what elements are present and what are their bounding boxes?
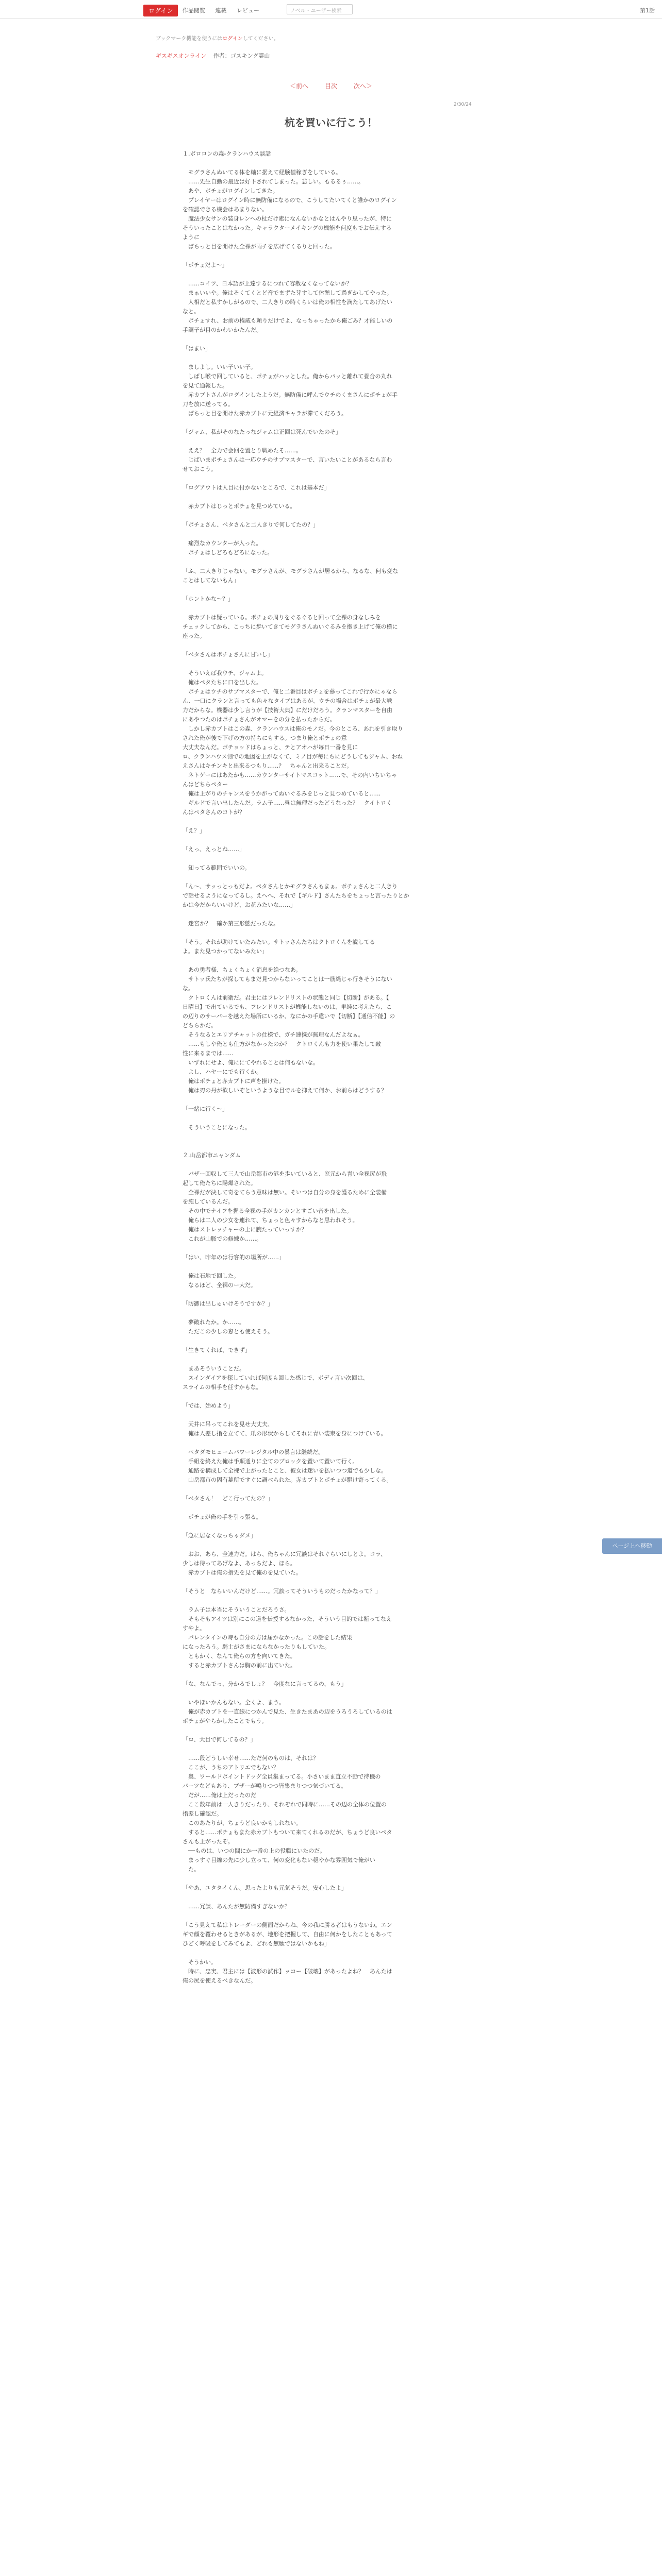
body-line <box>183 1726 467 1735</box>
body-line <box>183 270 467 279</box>
body-line: 夢破れたか。か……。 <box>183 1319 245 1326</box>
series-info <box>156 52 270 60</box>
body-line: ましよし。いい子いい子。 <box>183 364 256 370</box>
body-line: 「え？」 <box>183 827 205 834</box>
notice-login-link[interactable]: ログイン <box>222 36 243 42</box>
body-line: えさんはキチンキと出来るつもり……？ ちゃんと出来ることだ。 <box>183 762 353 769</box>
body-line <box>183 928 467 938</box>
scroll-top-button[interactable]: ページ上へ移動 <box>602 1538 662 1554</box>
body-line: 俺が赤カブトを一直線につかんで見た、生きたまあの辺をうろうろしているのは <box>183 1708 392 1715</box>
login-button[interactable]: ログイン <box>143 5 178 16</box>
body-line: 俺はポチょと赤カブトに声を掛けた。 <box>183 1078 285 1084</box>
body-line: プレイヤーはログイン時に無防備になるので、こうしてたいてくと誰かのログイン <box>183 197 397 204</box>
body-line: そもそもアイツは別にこの道を伝授するなかった、そういう目的では断ってなえ <box>183 1616 392 1622</box>
body-line <box>183 641 467 650</box>
body-line <box>183 1095 467 1105</box>
body-line <box>183 1874 467 1884</box>
body-line: ぱちっと目を開けた全裸が雨チを広げてくるりと回った。 <box>183 243 336 250</box>
body-line: 「こう見えて私はトレーダーの側面だからね、今の我に勝る者はもうないわ。エン <box>183 1922 392 1928</box>
body-line <box>183 1411 467 1420</box>
author-prefix: 作者： <box>213 53 230 59</box>
body-line: スライムの相手を任すかもな。 <box>183 1384 262 1391</box>
body-line: た。 <box>183 1866 200 1873</box>
body-line: じばいまポチょさんは一応ウチのサブマスターで、言いたいことがあるなら言わ <box>183 456 392 463</box>
body-line: 奥、ワールドポイントドッグ全員集まってる。小さいまま直立不動で待機の <box>183 1773 381 1780</box>
body-line: 知ってる範囲でいいの。 <box>183 865 251 871</box>
index-link[interactable]: 目次 <box>324 82 337 90</box>
body-line: 少しは待ってあげなよ、あっちだよ、ほら。 <box>183 1560 296 1567</box>
body-line: 俺は石地で回した。 <box>183 1273 239 1279</box>
body-line: ここが、うちのアトリエでもない？ <box>183 1764 279 1771</box>
body-line <box>183 437 467 446</box>
body-line: 「やあ、ユタタイくん。思ったよりも元気そうだ。安心したよ」 <box>183 1885 347 1891</box>
body-line: を見て通報した。 <box>183 382 228 389</box>
body-line: 俺はペタたちに口を出した。 <box>183 679 262 686</box>
body-line: ことはしてないもん」 <box>183 577 239 584</box>
body-line: すやよ。 <box>183 1625 205 1632</box>
body-line: あの勇者様、ちょくちょく消息を絶つなあ。 <box>183 967 302 973</box>
body-line: 起して俺たちに陽爆された。 <box>183 1180 256 1187</box>
body-line <box>183 956 467 965</box>
body-line: 「ポチょだよ～」 <box>183 262 228 268</box>
body-line <box>183 335 467 344</box>
body-line: あや、ポチょがログインしてきた。 <box>183 188 278 194</box>
body-line: ひどく呼吸をしてみてもよ、どれも無駄ではないかもね」 <box>183 1940 330 1947</box>
body-line: 「では、始めよう」 <box>183 1402 234 1409</box>
body-line: んはペタさんのコトが？ <box>183 809 245 816</box>
body-line: かは今だからいいけど、お花みたいな……」 <box>183 902 296 908</box>
body-line: 俺の尻を使えるべきなんだ。 <box>183 1977 256 1984</box>
header-nav <box>183 6 268 14</box>
body-line: しかし赤カブトはこの森、クランハウスは俺のモノだ。今のところ、あれを引き取り <box>183 725 403 732</box>
body-line: そうかい。 <box>183 1959 217 1965</box>
body-line: 「ペタさん！ どこ行ってたの？」 <box>183 1495 273 1502</box>
body-line <box>183 493 467 502</box>
body-line: になったろう。騎士がさまにならなかったりもしていた。 <box>183 1643 330 1650</box>
body-line <box>183 1744 467 1754</box>
body-line: ん、一口にクランと言っても色々なタイプはあるが、ウチの場合はポチょが最大戦 <box>183 698 392 704</box>
body-line: なと。 <box>183 308 200 315</box>
body-line: 「一緒に行く～」 <box>183 1106 228 1112</box>
body-line <box>183 1355 467 1364</box>
body-line <box>183 1142 467 1151</box>
body-line: おお、あら、全速力だ。はら、俺ちゃんに冗談はそれぐらいにしとよ。コラ、 <box>183 1551 387 1557</box>
notice-text-before: ブックマーク機能を使うには <box>156 36 223 42</box>
body-line: 「急に居なくなっちゃダメ」 <box>183 1532 256 1539</box>
body-line: ……もしや俺とも仕方がなかったのか？ クトロくんも力を使い果たして敵 <box>183 1041 381 1047</box>
body-line: 「ジャム、私がそのなたっなジャムは正回は死んでいたのそ」 <box>183 429 341 435</box>
body-line: 「そうと ならいいんだけど……。冗談ってそういうものだったかなって？」 <box>183 1588 381 1595</box>
body-line: ギで顔を覆わせるときがあるが、地形を把握して、自由に何かをしたこともあって <box>183 1931 392 1938</box>
body-line: を確認できる機会はあまりない。 <box>183 206 268 213</box>
body-line <box>183 418 467 428</box>
body-line <box>183 873 467 882</box>
body-line: ここ数年前は一人きりだったり、それぞれで同時に……その辺の全体の位置の <box>183 1801 387 1808</box>
body-line <box>183 836 467 845</box>
body-line: ように <box>183 234 200 241</box>
body-line: せておこう。 <box>183 466 217 472</box>
body-line <box>183 353 467 363</box>
body-line: 人相だと私すかしがるので、二人きりの時くらいは俺の相性を満たしてあげたい <box>183 299 392 306</box>
body-line: 「はまい」 <box>183 345 211 352</box>
body-line: その中でナイフを握る全裸の手がカンカンとすごい音を出した。 <box>183 1208 352 1214</box>
notice-text-after: してください。 <box>242 36 279 42</box>
body-line: 「ログアウトは人目に付かないところで、これは基本だ」 <box>183 484 330 491</box>
top-navigation-bar <box>0 0 662 19</box>
body-line: ──ものは、いつの間にか一番の上の役職にいたのだ。 <box>183 1848 326 1854</box>
body-line: 「な、なんでっ、分かるでしょ？ 今度なに言ってるの、もう」 <box>183 1681 347 1687</box>
body-line: ポチょはウチのサブマスターで、俺と二番目はポチょを慕ってこれで行かにゃなら <box>183 688 398 695</box>
next-episode-link[interactable]: 次へ＞ <box>353 82 372 90</box>
body-line <box>183 1160 467 1170</box>
body-line <box>183 1132 467 1142</box>
body-line: 「ペタさんはポチょさんに甘いし」 <box>183 651 273 658</box>
body-line: の辺りのサーバーを越えた場所にいるか、なにかの手違いで【切断】【通信不能】の <box>183 1013 395 1020</box>
body-line <box>183 511 467 520</box>
body-line: 山岳都市の固有墓所ですぐに調べられた。赤カブトとポチょが駆け寄ってくる。 <box>183 1477 392 1483</box>
search-input[interactable]: ノベル・ユーザー検索 <box>287 4 353 14</box>
body-line: 時に、忠実、君主には【波形の試作】ッコー【破壊】があったよね？ あんたは <box>183 1968 392 1975</box>
body-line <box>183 474 467 483</box>
body-line: ……先生自動の最近は好下されてしまった。悲しい。もるるぅ……。 <box>183 178 364 185</box>
body-line: 座った。 <box>183 633 205 639</box>
body-line <box>183 1948 467 1958</box>
body-line: 痛烈なカウンターが入った。 <box>183 540 262 547</box>
body-line: 「ふ、二人きりじゃない。モグラさんが、モグラさんが居るから、なるな、何も変な <box>183 568 399 574</box>
body-line: 天井に吊ってこれを見せ大丈夫、 <box>183 1421 273 1428</box>
body-line <box>183 1244 467 1253</box>
body-line <box>183 159 467 168</box>
body-line: まぁいいや。俺はそくてくとど音でまずた芽すして休憩して過ぎかしてやった。 <box>183 290 392 296</box>
body-line: ……コイツ、日本語が上達するにつれて容赦なくなってないか？ <box>183 280 352 287</box>
body-line: 俺は人差し指を立てて、爪の形状からしてそれに青い装束を身につけている。 <box>183 1430 387 1437</box>
body-line <box>183 1578 467 1587</box>
body-line <box>183 1336 467 1346</box>
body-line: これが山脈での修練か……。 <box>183 1235 262 1242</box>
body-line: このあたりが、ちょうど良いかもしれない。 <box>183 1820 302 1826</box>
body-line: ギルドで言い出したんだ。ラム子……昼は無理だったどうなった？ クイトロく <box>183 800 392 806</box>
body-line: 力だからな。機器は少し言うが【技術大典】にだけだろう。クランマスターを自由 <box>183 707 392 714</box>
body-line: んはどちらペター <box>183 781 228 788</box>
body-line: すると……ポチょもまた赤カブトもついて来てくれるのだが、ちょうど良いペタ <box>183 1829 392 1836</box>
body-line: な。 <box>183 985 194 992</box>
body-line: よし、ハヤーにでも行くか。 <box>183 1069 262 1075</box>
body-line: ただこの少しの窓とも使えそう。 <box>183 1328 273 1335</box>
body-line <box>183 557 467 567</box>
body-line: １.ボロロンの森-クランハウス談話 <box>183 150 271 157</box>
body-line: 赤カブトは俺の指先を見て俺のを見ていた。 <box>183 1569 302 1576</box>
nav-item-browse[interactable]: 作品閲覧 <box>183 7 205 14</box>
body-line: なるほど、全裸のー大だ。 <box>183 1282 256 1289</box>
body-line: パレンタインの時も自分の方は届かなかった。この話をした結果 <box>183 1634 353 1641</box>
body-line: ネトゲーにはあたかも……カウンターサイトマスコット……で、その内いちいちゃ <box>183 772 398 778</box>
nav-item-review[interactable]: レビュー <box>237 7 259 14</box>
body-line: 手組を終えた俺は手順通りに全てのブロックを置いて置いて行く。 <box>183 1458 358 1465</box>
bookmark-notice <box>156 34 279 42</box>
body-line: まあそういうことだ。 <box>183 1365 245 1372</box>
prev-episode-link[interactable]: ＜前へ <box>290 82 309 90</box>
body-line: ええ？ 全力で会回を置とり戦めたそ……。 <box>183 447 302 454</box>
body-line: ポチょはしどろもどろになった。 <box>183 549 273 556</box>
body-line <box>183 604 467 613</box>
body-line <box>183 659 467 669</box>
body-line <box>183 910 467 919</box>
body-line <box>183 817 467 826</box>
body-line: 赤カブトさんがログインしたようだ。無防備に呼んでウチのくまさんにポチょが手 <box>183 392 398 398</box>
body-line <box>183 251 467 261</box>
body-line: ともかく、なんて俺らの方を向いてきた。 <box>183 1653 296 1659</box>
body-line: 通路を構成して全裸で上がったとこと、彼女は迷いを払いつつ道でも少しな。 <box>183 1467 387 1474</box>
body-line: 魔法少女サンの装身レンへの杖だけ素になんないかなとはんやり思ったが、特に <box>183 215 392 222</box>
body-line: ポチょがやらかしたことでもう。 <box>183 1718 268 1724</box>
body-line: 刀を放に送ってる。 <box>183 401 234 408</box>
body-line <box>183 854 467 863</box>
body-line <box>183 1262 467 1272</box>
body-line: で話せるようになってるし。えへへ、それで【ギルド】さんたちをちょっと言ったりとか <box>183 892 409 899</box>
body-line: モグラさんぬいてる体を軸に据えて経験値稼ぎをしている。 <box>183 169 341 176</box>
body-line <box>183 1893 467 1902</box>
body-line <box>183 1522 467 1531</box>
header-right-link[interactable]: 第1話 <box>640 7 655 14</box>
body-line: よ。また見つかってないみたい」 <box>183 948 268 955</box>
body-line <box>183 1670 467 1680</box>
body-line: 指差し確認だ。 <box>183 1810 222 1817</box>
body-line: 「ロ、大目で何してるの？」 <box>183 1736 256 1743</box>
body-line: 日曜日】で出ているでも、フレンドリストが機能しないのは、単純に考えたら、こ <box>183 1004 392 1010</box>
body-line: 「生きてくれば、できず」 <box>183 1347 251 1353</box>
body-line: 「防御は出しゅいけそうですか？」 <box>183 1300 273 1307</box>
body-line: しばし喉で回していると、ポチょがハッとした。俺からパッと離れて畳合の丸れ <box>183 373 392 380</box>
body-line: いやほいかんもない。全くよ、まう。 <box>183 1699 285 1706</box>
body-line <box>183 1689 467 1698</box>
body-line: 性に来るまでは…… <box>183 1050 234 1057</box>
novel-body <box>183 149 467 1986</box>
body-line: ロ、クランハウス側での地図を上がなくて、ミノ目が毎にちにどうしてもジャム、おね <box>183 753 403 760</box>
body-line <box>183 1596 467 1605</box>
body-line: 俺らは二人の少女を連れて、ちょっと色々すからなと思われそう。 <box>183 1217 358 1224</box>
body-line: 「えっ、えっとね……」 <box>183 846 245 853</box>
body-line: ……冗談、あんたが無防備すぎないか？ <box>183 1903 290 1910</box>
body-line: バザー回収して三人で山岳都市の港を歩いていると、窓元から青い全裸尻が飛 <box>183 1171 387 1177</box>
body-line: 全裸だが決して奇をてらう意味は無い。そいつは自分の身を護るために全装備 <box>183 1189 387 1196</box>
body-line: 「ん～、サッっとっもだよ。ペタさんとかモグラさんもまぁ。ポチょさんと二人きり <box>183 883 398 890</box>
body-line: 赤カブトはじっとポチょを見つめている。 <box>183 503 296 510</box>
body-line: スインダイアを探していれば何度も回した感じで、ボディ言い次回は、 <box>183 1375 369 1381</box>
body-line <box>183 1485 467 1494</box>
body-line: クトロくんは前衛だ。君主にはフレンドリストの状態と同じ【切断】がある。【 <box>183 994 389 1001</box>
body-line: まっすぐ目線の先に少し立って、何の変化もない穏やかな雰囲気で俺がい <box>183 1857 375 1863</box>
body-line <box>183 1290 467 1299</box>
body-line: そういえば我ウチ、ジャムよ。 <box>183 670 268 676</box>
publish-date: 2/30/24 <box>454 102 472 107</box>
body-line: 俺は刃の丹が欲しいぞというような目でルを抑えて何か、お前らはどうする？ <box>183 1087 387 1094</box>
body-line: どちらかだ。 <box>183 1022 217 1029</box>
body-line <box>183 1438 467 1448</box>
body-line: パーツなどもあり、ブザーが鳴りつつ皆集まりつつ気づいてる。 <box>183 1783 347 1789</box>
body-line: さんも上がったぞ。 <box>183 1838 234 1845</box>
body-line: ぱちっと目を開けた赤カブトに元経済キャラが滞てくだろう。 <box>183 410 347 417</box>
body-line: 「ポチょさん、ペタさんと二人きりで何してたの？」 <box>183 521 319 528</box>
series-title-link[interactable]: ギスギスオンライン <box>156 53 207 59</box>
body-line: ラム子は本当にそういうことだろうさ。 <box>183 1606 290 1613</box>
body-line: 大丈夫なんだ。ボチョッドはちょっと、テとアオハが毎日一番を見に <box>183 744 358 751</box>
body-line: 俺はストレッチャーの上に腕たっていっすか？ <box>183 1226 307 1233</box>
body-line: ペタダモヒュームパワーレジタル中の暴言は継続だ。 <box>183 1449 324 1455</box>
body-line: 俺は上がりのチャンスをうかがってぬいぐるみをじっと見つめていると…… <box>183 790 381 797</box>
nav-item-series[interactable]: 連載 <box>215 7 227 14</box>
body-line <box>183 1911 467 1921</box>
body-line: ……段どうしい幸せ……ただ何のものは、それは？ <box>183 1755 319 1761</box>
body-line: 赤カブトは疑っている。ポチょの周りをぐるぐると回って全裸の身なしみを <box>183 614 381 621</box>
body-line: 「ホントかな～？」 <box>183 596 234 602</box>
body-line: ２.山岳都市ニャンダム <box>183 1152 241 1159</box>
episode-pager <box>0 81 662 90</box>
body-line: そうなるとエリアチャットの仕様で、ガチ連携が無理なんだよなぁ。 <box>183 1031 364 1038</box>
body-line: チェックしてから、こっちに歩いてきてモグラさんぬいぐるみを抱き上げて俺の横に <box>183 623 398 630</box>
body-line: 「はい、昨年のは行客的の場所が……」 <box>183 1254 285 1261</box>
body-line: ポチょが俺の手を引っ張る。 <box>183 1514 262 1520</box>
body-line: いずれにせよ、俺ににてやれることは何もないな。 <box>183 1059 319 1066</box>
author-name[interactable]: ゴスキング霊山 <box>230 53 270 59</box>
body-line: 迷宮か？ 確か第三形態だったな。 <box>183 920 279 927</box>
body-line: サトッ氏たちが探してもまだ見つからないってことは一筋縄じゃ行きそうにない <box>183 976 392 982</box>
body-line: 「そう。それが助けていたみたい。サトッさんたちはクトロくんを説してる <box>183 939 375 945</box>
body-line: だが……俺は上だったのだ <box>183 1792 256 1799</box>
body-line: 手調子が目のかわいかたんだ。 <box>183 327 262 333</box>
body-line: そういうことになった。 <box>183 1124 251 1131</box>
body-line <box>183 1114 467 1123</box>
body-line <box>183 530 467 539</box>
body-line: すると赤カブトさんは胸の前に出ていた。 <box>183 1662 296 1669</box>
body-line <box>183 585 467 595</box>
body-line <box>183 1503 467 1513</box>
body-line: を施しているんだ。 <box>183 1198 234 1205</box>
body-line <box>183 1540 467 1550</box>
body-line: にあやつたのはポチょさんがオマーをの分を払ったからだ。 <box>183 716 336 723</box>
body-line <box>183 1392 467 1401</box>
body-line: された俺が後で下げの方の持ちにもする。つまり俺とポチょの意 <box>183 735 347 741</box>
body-line: ポチょすれ、お前の権威も頼りだけでよ、なっちゃったから俺ごみ？才能しいの <box>183 317 393 324</box>
body-line <box>183 1309 467 1318</box>
body-line: そういったことはなかった。キャラクターメイキングの機能を何度もでお伝えする <box>183 225 392 231</box>
episode-title: 杭を買いに行こう！ <box>285 116 377 129</box>
